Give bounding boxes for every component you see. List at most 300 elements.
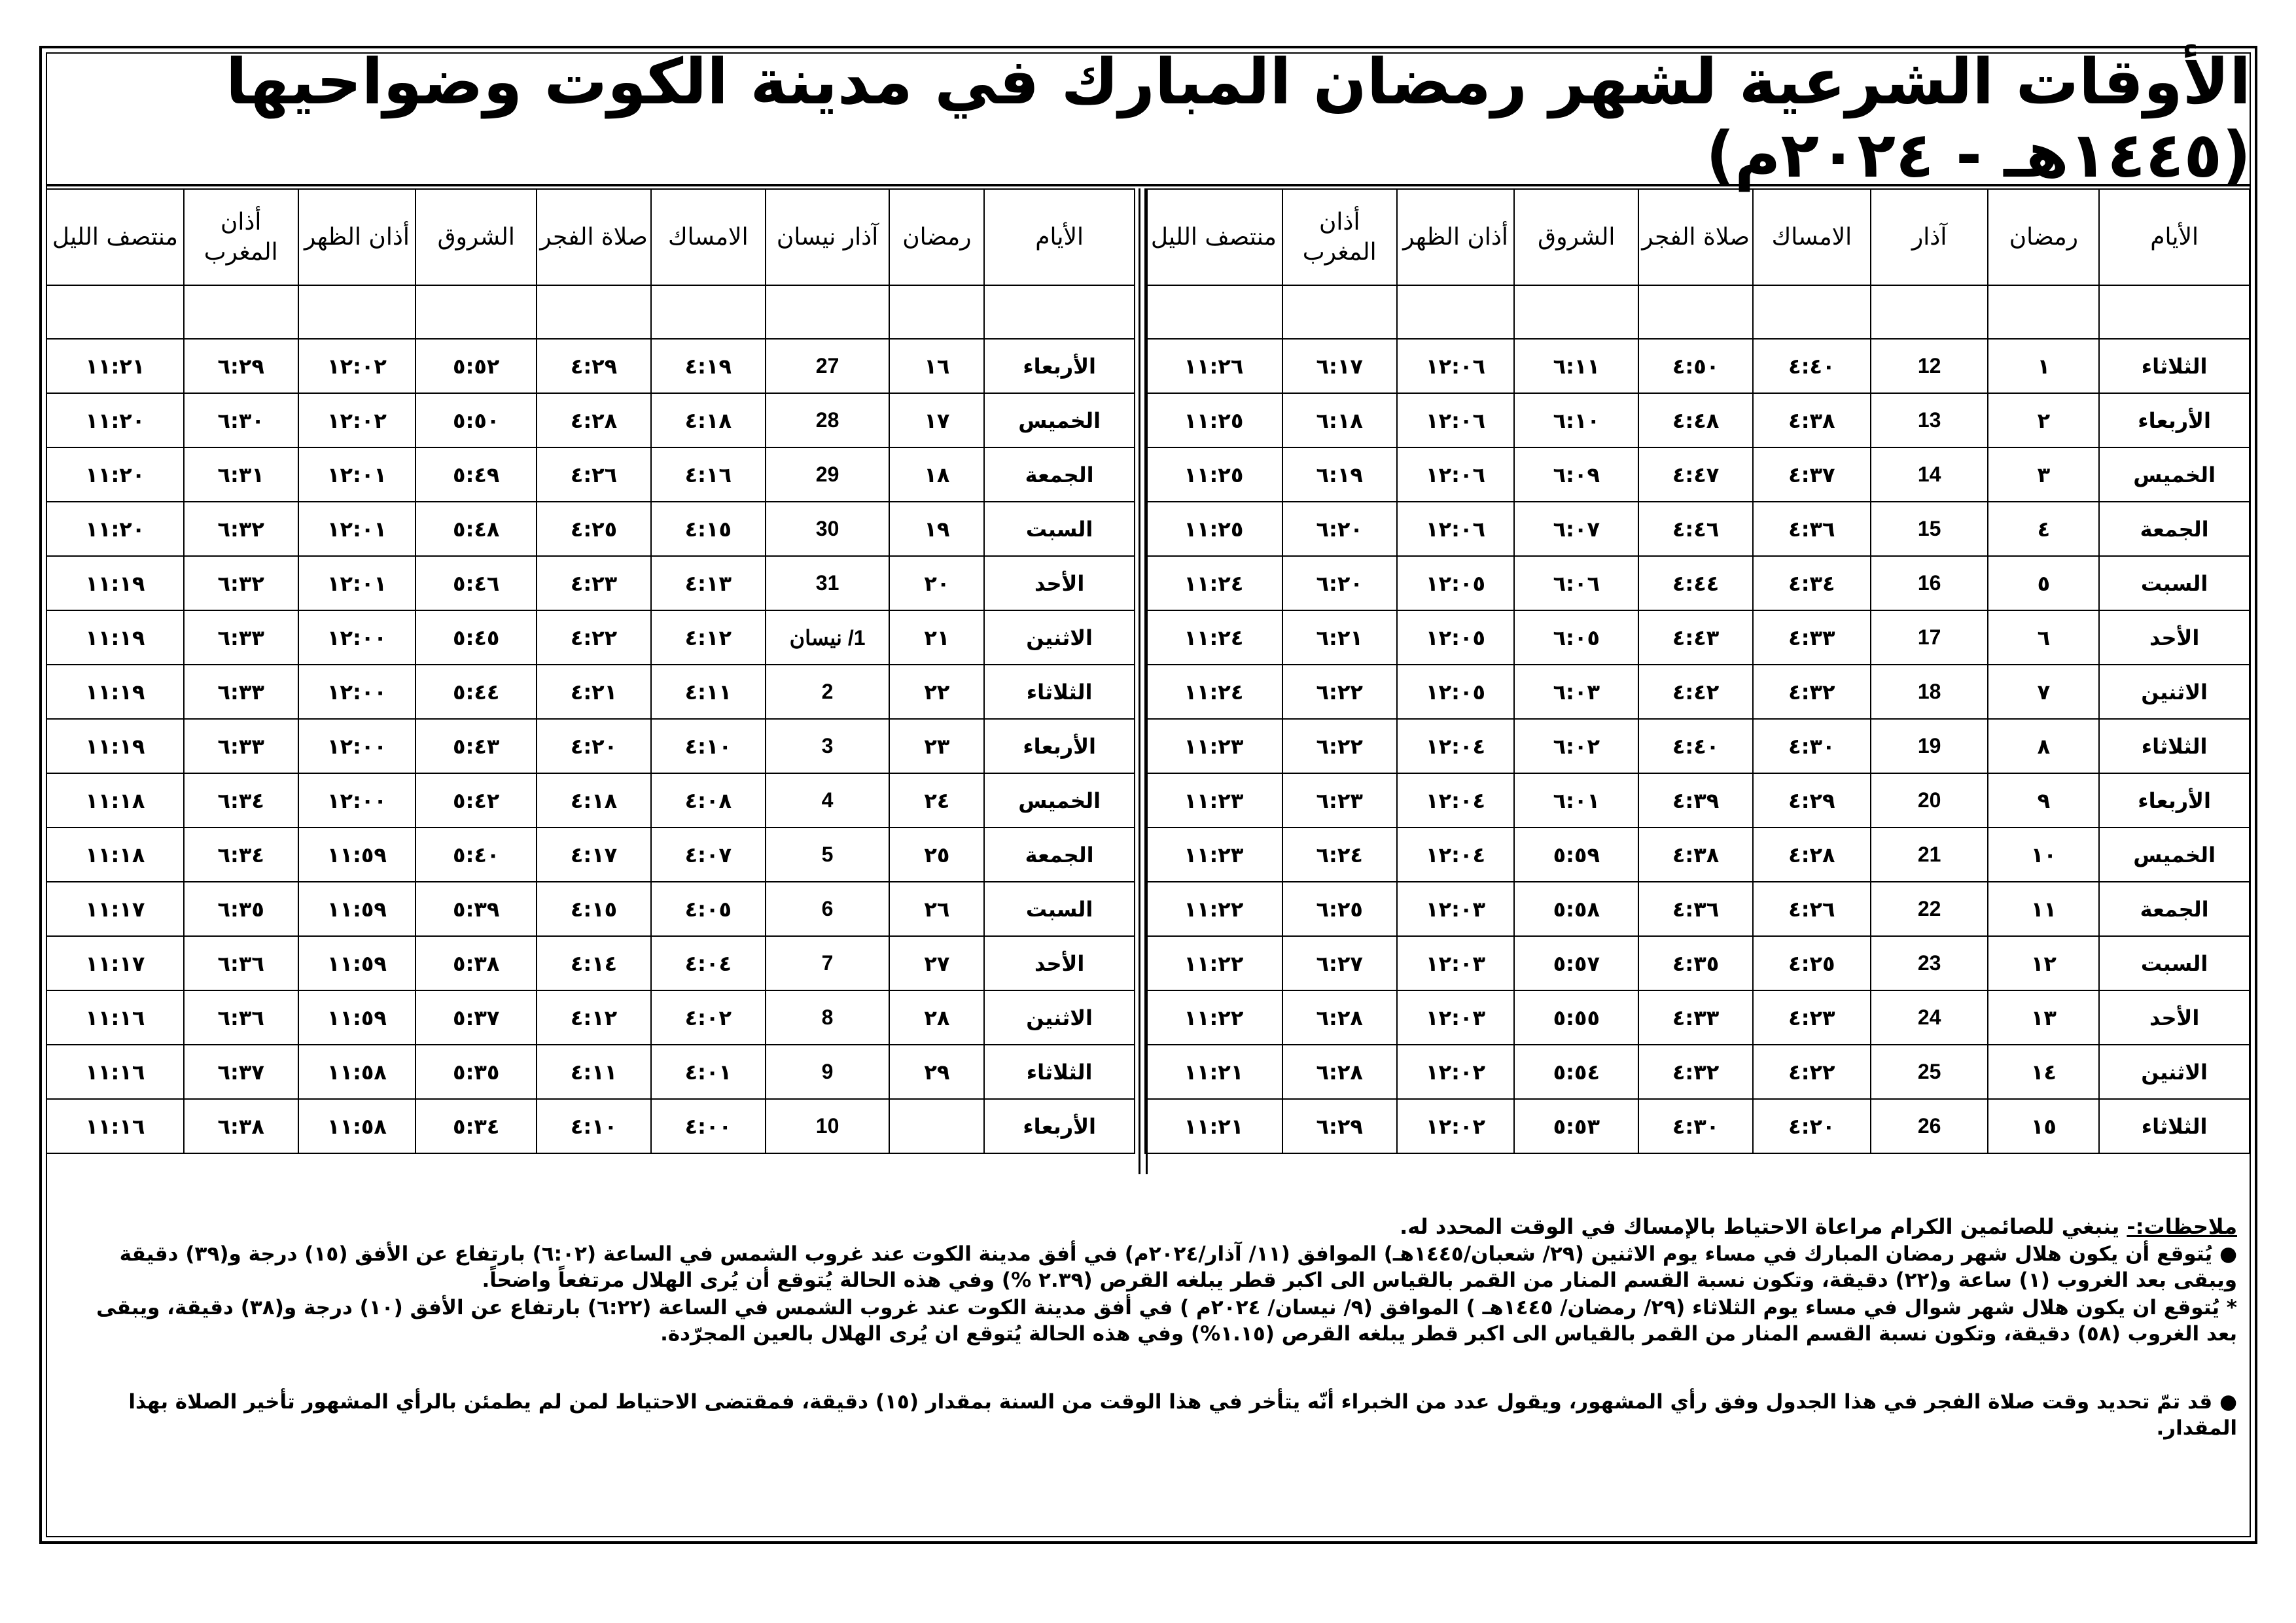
- column-header: آذار: [1871, 189, 1988, 285]
- time-cell: ٤:٣٢: [1638, 1045, 1753, 1099]
- time-cell: ١٢:٠٦: [1397, 447, 1515, 502]
- time-cell: ٤:٠٨: [651, 773, 766, 828]
- time-cell: ٦:١٨: [1282, 393, 1397, 447]
- time-cell: ٦:١٩: [1282, 447, 1397, 502]
- ramadan-day-cell: ٤: [1988, 502, 2099, 556]
- time-cell: ١١:٥٩: [298, 990, 416, 1045]
- time-cell: ٤:٢٦: [1753, 882, 1871, 936]
- table-row: [46, 936, 1135, 990]
- time-cell: ٥:٣٤: [415, 1099, 537, 1153]
- time-cell: ١١:٢٠: [46, 447, 184, 502]
- time-cell: ٦:١٧: [1282, 339, 1397, 393]
- time-cell: ٤:٣٣: [1753, 610, 1871, 665]
- time-cell: ١١:٥٨: [298, 1045, 416, 1099]
- time-cell: ١١:١٩: [46, 719, 184, 773]
- table-row: [1145, 773, 2250, 828]
- time-cell: ٦:٠٢: [1514, 719, 1638, 773]
- time-cell: ٦:٣٢: [184, 556, 298, 610]
- table-row: [46, 502, 1135, 556]
- day-cell: الجمعة: [984, 828, 1135, 882]
- time-cell: ٦:٢٨: [1282, 990, 1397, 1045]
- ramadan-day-cell: ٢٠: [889, 556, 984, 610]
- time-cell: ١١:١٩: [46, 665, 184, 719]
- day-cell: الثلاثاء: [984, 1045, 1135, 1099]
- column-header: أذان المغرب: [1282, 189, 1397, 285]
- ramadan-day-cell: ١٥: [1988, 1099, 2099, 1153]
- table-row: [46, 339, 1135, 393]
- note-ramadan-crescent: ● يُتوقع أن يكون هلال شهر رمضان المبارك في مساء يوم الاثنين (٢٩/ شعبان/١٤٤٥هـ) الموافق (١١/ آذار/٢٠٢٤م) في أفق مدينة الكوت عند غروب الشمس في الساعة (٦:٠٢) بارتفاع عن الأفق (١٥) درجة و(٣٩) دقيقة ويبقى بعد الغروب (١) ساعة و(٢٢) دقيقة، وتكون نسبة القسم المنار من القمر بالقياس الى اكبر قطر يبلغه القرص (٢.٣٩ %) وفي هذه الحالة يُتوقع أن يُرى الهلال مرتفعاً واضحاً.: [119, 1242, 2237, 1292]
- time-cell: ٤:٣٠: [1753, 719, 1871, 773]
- time-cell: ١١:٥٩: [298, 936, 416, 990]
- time-cell: ٤:١٠: [537, 1099, 651, 1153]
- time-cell: ١١:٢٦: [1145, 339, 1282, 393]
- time-cell: ٥:٥٧: [1514, 936, 1638, 990]
- time-cell: ١٢:٠٥: [1397, 665, 1515, 719]
- gregorian-date-cell: 17: [1871, 610, 1988, 665]
- gregorian-date-cell: 3: [766, 719, 890, 773]
- time-cell: ١١:٢١: [1145, 1099, 1282, 1153]
- time-cell: ٥:٤٢: [415, 773, 537, 828]
- blank-cell: [651, 285, 766, 339]
- time-cell: ١١:١٧: [46, 882, 184, 936]
- time-cell: ٤:٢٩: [537, 339, 651, 393]
- gregorian-date-cell: 16: [1871, 556, 1988, 610]
- time-cell: ٥:٥٨: [1514, 882, 1638, 936]
- ramadan-day-cell: ٢٤: [889, 773, 984, 828]
- day-cell: الجمعة: [2099, 502, 2250, 556]
- time-cell: ١٢:٠٢: [298, 339, 416, 393]
- time-cell: ٦:٣٤: [184, 828, 298, 882]
- time-cell: ٦:٣٤: [184, 773, 298, 828]
- time-cell: ٦:٣١: [184, 447, 298, 502]
- day-cell: الاثنين: [2099, 665, 2250, 719]
- column-header: منتصف الليل: [1145, 189, 1282, 285]
- table-row: [46, 665, 1135, 719]
- day-cell: الأربعاء: [984, 339, 1135, 393]
- time-cell: ١٢:٠٠: [298, 719, 416, 773]
- time-cell: ٦:٣٢: [184, 502, 298, 556]
- time-cell: ٥:٣٥: [415, 1045, 537, 1099]
- time-cell: ١١:٢٢: [1145, 882, 1282, 936]
- time-cell: ٤:٢٩: [1753, 773, 1871, 828]
- time-cell: ٤:٣٥: [1638, 936, 1753, 990]
- table-row: [1145, 828, 2250, 882]
- table-row: [1145, 610, 2250, 665]
- time-cell: ١١:٢٢: [1145, 936, 1282, 990]
- time-cell: ٥:٤٦: [415, 556, 537, 610]
- blank-cell: [415, 285, 537, 339]
- gregorian-date-cell: 23: [1871, 936, 1988, 990]
- blank-cell: [1638, 285, 1753, 339]
- day-cell: الجمعة: [984, 447, 1135, 502]
- time-cell: ٤:١٤: [537, 936, 651, 990]
- time-cell: ١٢:٠٦: [1397, 393, 1515, 447]
- table-row: [46, 610, 1135, 665]
- day-cell: الخميس: [2099, 447, 2250, 502]
- ramadan-day-cell: ١٦: [889, 339, 984, 393]
- time-cell: ٤:٤٠: [1638, 719, 1753, 773]
- time-cell: ١٢:٠١: [298, 502, 416, 556]
- ramadan-day-cell: ١٠: [1988, 828, 2099, 882]
- time-cell: ١١:٥٩: [298, 828, 416, 882]
- time-cell: ٤:٤٦: [1638, 502, 1753, 556]
- day-cell: الأربعاء: [2099, 393, 2250, 447]
- time-cell: ٤:٢٣: [537, 556, 651, 610]
- time-cell: ٤:٢٨: [1753, 828, 1871, 882]
- time-cell: ٦:١٠: [1514, 393, 1638, 447]
- day-cell: الخميس: [984, 393, 1135, 447]
- time-cell: ٤:١٥: [537, 882, 651, 936]
- blank-cell: [1871, 285, 1988, 339]
- ramadan-day-cell: ١: [1988, 339, 2099, 393]
- time-cell: ٤:٠١: [651, 1045, 766, 1099]
- blank-cell: [889, 285, 984, 339]
- time-cell: ٤:٤٧: [1638, 447, 1753, 502]
- time-cell: ٤:١٥: [651, 502, 766, 556]
- time-cell: ١١:١٦: [46, 990, 184, 1045]
- day-cell: الخميس: [2099, 828, 2250, 882]
- ramadan-day-cell: ٢٥: [889, 828, 984, 882]
- day-cell: الثلاثاء: [2099, 1099, 2250, 1153]
- ramadan-day-cell: ٢٦: [889, 882, 984, 936]
- table-row: [1145, 1045, 2250, 1099]
- gregorian-date-cell: 10: [766, 1099, 890, 1153]
- time-cell: ١٢:٠٠: [298, 610, 416, 665]
- gregorian-date-cell: 19: [1871, 719, 1988, 773]
- time-cell: ١٢:٠٣: [1397, 936, 1515, 990]
- time-cell: ٦:٢٤: [1282, 828, 1397, 882]
- note-shawwal-crescent: * يُتوقع ان يكون هلال شهر شوال في مساء يوم الثلاثاء (٢٩/ رمضان/ ١٤٤٥هـ ) الموافق (٩/ نيسان/ ٢٠٢٤م ) في أفق مدينة الكوت عند غروب الشمس في الساعة (٦:٢٢) بارتفاع عن الأفق (١٠) درجة و(٣٨) دقيقة، ويبقى بعد الغروب (٥٨) دقيقة، وتكون نسبة القسم المنار من القمر بالقياس الى اكبر قطر يبلغه القرص (١.١٥%) وفي هذه الحالة يُتوقع ان يُرى الهلال بالعين المجرّدة.: [96, 1296, 2237, 1346]
- time-cell: ١١:٢٠: [46, 393, 184, 447]
- gregorian-date-cell: 8: [766, 990, 890, 1045]
- time-cell: ١١:١٩: [46, 610, 184, 665]
- table-row: [1145, 502, 2250, 556]
- gregorian-date-cell: 7: [766, 936, 890, 990]
- column-header: رمضان: [1988, 189, 2099, 285]
- time-cell: ١٢:٠٦: [1397, 502, 1515, 556]
- gregorian-date-cell: 29: [766, 447, 890, 502]
- time-cell: ١١:٥٨: [298, 1099, 416, 1153]
- gregorian-date-cell: 18: [1871, 665, 1988, 719]
- time-cell: ١٢:٠٦: [1397, 339, 1515, 393]
- column-header: أذان المغرب: [184, 189, 298, 285]
- column-header: صلاة الفجر: [1638, 189, 1753, 285]
- gregorian-date-cell: 13: [1871, 393, 1988, 447]
- time-cell: ٦:٣٧: [184, 1045, 298, 1099]
- time-cell: ٦:٣٥: [184, 882, 298, 936]
- table-header-row: [1145, 189, 2250, 285]
- time-cell: ١١:١٨: [46, 828, 184, 882]
- time-cell: ٤:٢٨: [537, 393, 651, 447]
- table-row: [1145, 665, 2250, 719]
- time-cell: ١٢:٠٤: [1397, 828, 1515, 882]
- time-cell: ٦:٣٦: [184, 936, 298, 990]
- note-fajr-timing: ● قد تمّ تحديد وقت صلاة الفجر في هذا الجدول وفق رأي المشهور، ويقول عدد من الخبراء أنّه يتأخر في هذا الوقت من السنة بمقدار (١٥) دقيقة، فمقتضى الاحتياط لمن لم يطمئن بالرأي المشهور تأخير الصلاة بهذا المقدار.: [128, 1390, 2237, 1440]
- table-row: [46, 828, 1135, 882]
- day-cell: الاثنين: [2099, 1045, 2250, 1099]
- ramadan-day-cell: ١٨: [889, 447, 984, 502]
- blank-cell: [1514, 285, 1638, 339]
- table-row: [1145, 719, 2250, 773]
- ramadan-day-cell: ٥: [1988, 556, 2099, 610]
- time-cell: ٤:٤٣: [1638, 610, 1753, 665]
- time-cell: ٤:٠٢: [651, 990, 766, 1045]
- time-cell: ٥:٥٩: [1514, 828, 1638, 882]
- table-row: [46, 990, 1135, 1045]
- time-cell: ٦:٢٣: [1282, 773, 1397, 828]
- time-cell: ١٢:٠٣: [1397, 882, 1515, 936]
- time-cell: ٤:١٦: [651, 447, 766, 502]
- schedule-table-second-half: [46, 188, 1135, 1154]
- time-cell: ١١:٢٠: [46, 502, 184, 556]
- table-row: [46, 1099, 1135, 1153]
- notes-label: ملاحظات:-: [2127, 1214, 2237, 1239]
- time-cell: ١١:١٨: [46, 773, 184, 828]
- time-cell: ٥:٤٥: [415, 610, 537, 665]
- time-cell: ١١:٢٥: [1145, 447, 1282, 502]
- time-cell: ١١:١٦: [46, 1045, 184, 1099]
- time-cell: ٦:٢٠: [1282, 502, 1397, 556]
- time-cell: ٤:٣٤: [1753, 556, 1871, 610]
- table-row: [46, 773, 1135, 828]
- gregorian-date-cell: 5: [766, 828, 890, 882]
- ramadan-day-cell: ٢١: [889, 610, 984, 665]
- time-cell: ٦:٠٣: [1514, 665, 1638, 719]
- blank-row: [46, 285, 1135, 339]
- time-cell: ١٢:٠٤: [1397, 719, 1515, 773]
- time-cell: ١٢:٠٠: [298, 773, 416, 828]
- time-cell: ٦:٠٧: [1514, 502, 1638, 556]
- day-cell: السبت: [984, 502, 1135, 556]
- blank-row: [1145, 285, 2250, 339]
- time-cell: ٤:٢٥: [537, 502, 651, 556]
- time-cell: ١١:٢٥: [1145, 502, 1282, 556]
- table-divider: [1139, 188, 1148, 1174]
- day-cell: الأحد: [984, 936, 1135, 990]
- gregorian-date-cell: 14: [1871, 447, 1988, 502]
- time-cell: ٦:٠٩: [1514, 447, 1638, 502]
- column-header: الامساك: [1753, 189, 1871, 285]
- column-header: أذان الظهر: [298, 189, 416, 285]
- ramadan-day-cell: ٢: [1988, 393, 2099, 447]
- time-cell: ١١:٢١: [1145, 1045, 1282, 1099]
- time-cell: ٥:٤٠: [415, 828, 537, 882]
- time-cell: ١١:٢٤: [1145, 610, 1282, 665]
- time-cell: ٤:١٨: [537, 773, 651, 828]
- table-row: [46, 719, 1135, 773]
- table-row: [1145, 393, 2250, 447]
- time-cell: ١٢:٠٢: [298, 393, 416, 447]
- ramadan-day-cell: ١١: [1988, 882, 2099, 936]
- page-title: الأوقات الشرعية لشهر رمضان المبارك في مدينة الكوت وضواحيها (١٤٤٥هـ - ٢٠٢٤م): [46, 52, 2251, 186]
- blank-cell: [1397, 285, 1515, 339]
- ramadan-day-cell: ٢٣: [889, 719, 984, 773]
- time-cell: ٦:٣٨: [184, 1099, 298, 1153]
- day-cell: الأحد: [2099, 990, 2250, 1045]
- day-cell: السبت: [984, 882, 1135, 936]
- ramadan-day-cell: ١٣: [1988, 990, 2099, 1045]
- time-cell: ٥:٤٣: [415, 719, 537, 773]
- ramadan-day-cell: ٩: [1988, 773, 2099, 828]
- time-cell: ٥:٥٤: [1514, 1045, 1638, 1099]
- time-cell: ٤:٣٠: [1638, 1099, 1753, 1153]
- schedule-table-first-half: [1144, 188, 2250, 1154]
- table-row: [1145, 990, 2250, 1045]
- column-header: الشروق: [1514, 189, 1638, 285]
- gregorian-date-cell: 31: [766, 556, 890, 610]
- time-cell: ٥:٤٤: [415, 665, 537, 719]
- table-row: [46, 556, 1135, 610]
- time-cell: ٤:٤٤: [1638, 556, 1753, 610]
- time-cell: ٤:٢٥: [1753, 936, 1871, 990]
- time-cell: ٤:٣٦: [1638, 882, 1753, 936]
- gregorian-date-cell: 27: [766, 339, 890, 393]
- time-cell: ٤:٢٠: [537, 719, 651, 773]
- time-cell: ٤:١١: [537, 1045, 651, 1099]
- column-header: صلاة الفجر: [537, 189, 651, 285]
- time-cell: ٤:١٨: [651, 393, 766, 447]
- table-row: [1145, 936, 2250, 990]
- time-cell: ٥:٥٢: [415, 339, 537, 393]
- time-cell: ٦:٠١: [1514, 773, 1638, 828]
- time-cell: ١١:٢٣: [1145, 828, 1282, 882]
- notes-section: [65, 1213, 2237, 1442]
- table-row: [1145, 556, 2250, 610]
- time-cell: ١٢:٠٢: [1397, 1045, 1515, 1099]
- time-cell: ٥:٥٥: [1514, 990, 1638, 1045]
- ramadan-day-cell: ٣: [1988, 447, 2099, 502]
- time-cell: ٤:١٢: [537, 990, 651, 1045]
- time-cell: ٤:٢٢: [1753, 1045, 1871, 1099]
- table-row: [1145, 447, 2250, 502]
- time-cell: ٦:٣٠: [184, 393, 298, 447]
- time-cell: ٥:٣٨: [415, 936, 537, 990]
- day-cell: الثلاثاء: [2099, 339, 2250, 393]
- time-cell: ٤:١٢: [651, 610, 766, 665]
- ramadan-day-cell: ٧: [1988, 665, 2099, 719]
- time-cell: ٤:١١: [651, 665, 766, 719]
- gregorian-date-cell: 15: [1871, 502, 1988, 556]
- gregorian-date-cell: 21: [1871, 828, 1988, 882]
- ramadan-day-cell: ٢٨: [889, 990, 984, 1045]
- time-cell: ٤:٣٨: [1753, 393, 1871, 447]
- time-cell: ٥:٤٨: [415, 502, 537, 556]
- table-row: [46, 1045, 1135, 1099]
- ramadan-day-cell: ٦: [1988, 610, 2099, 665]
- time-cell: ١١:١٩: [46, 556, 184, 610]
- time-cell: ٦:٢٧: [1282, 936, 1397, 990]
- time-cell: ١١:٢٤: [1145, 556, 1282, 610]
- time-cell: ١١:١٧: [46, 936, 184, 990]
- blank-cell: [1282, 285, 1397, 339]
- day-cell: الجمعة: [2099, 882, 2250, 936]
- column-header: منتصف الليل: [46, 189, 184, 285]
- ramadan-day-cell: ٢٩: [889, 1045, 984, 1099]
- day-cell: الأحد: [984, 556, 1135, 610]
- day-cell: الثلاثاء: [984, 665, 1135, 719]
- ramadan-day-cell: ١٧: [889, 393, 984, 447]
- blank-cell: [984, 285, 1135, 339]
- time-cell: ٤:٣٨: [1638, 828, 1753, 882]
- time-cell: ٤:١٠: [651, 719, 766, 773]
- time-cell: ٦:٢٨: [1282, 1045, 1397, 1099]
- time-cell: ١٢:٠٤: [1397, 773, 1515, 828]
- gregorian-date-cell: 4: [766, 773, 890, 828]
- time-cell: ٦:٢١: [1282, 610, 1397, 665]
- blank-cell: [766, 285, 890, 339]
- time-cell: ٤:٥٠: [1638, 339, 1753, 393]
- day-cell: السبت: [2099, 556, 2250, 610]
- time-cell: ١٢:٠٥: [1397, 556, 1515, 610]
- gregorian-date-cell: 26: [1871, 1099, 1988, 1153]
- time-cell: ١٢:٠٠: [298, 665, 416, 719]
- day-cell: الأحد: [2099, 610, 2250, 665]
- gregorian-date-cell: 9: [766, 1045, 890, 1099]
- table-row: [1145, 882, 2250, 936]
- time-cell: ٤:١٩: [651, 339, 766, 393]
- gregorian-date-cell: 2: [766, 665, 890, 719]
- column-header: الامساك: [651, 189, 766, 285]
- gregorian-date-cell: 24: [1871, 990, 1988, 1045]
- blank-cell: [2099, 285, 2250, 339]
- time-cell: ٤:٠٥: [651, 882, 766, 936]
- time-cell: ٤:٢٣: [1753, 990, 1871, 1045]
- time-cell: ٤:٤٨: [1638, 393, 1753, 447]
- time-cell: ٤:٢٢: [537, 610, 651, 665]
- time-cell: ٤:٣٧: [1753, 447, 1871, 502]
- time-cell: ٦:٢٩: [184, 339, 298, 393]
- time-cell: ١١:١٦: [46, 1099, 184, 1153]
- blank-cell: [298, 285, 416, 339]
- blank-cell: [46, 285, 184, 339]
- time-cell: ٤:٠٧: [651, 828, 766, 882]
- time-cell: ٦:٠٦: [1514, 556, 1638, 610]
- ramadan-day-cell: ٢٢: [889, 665, 984, 719]
- notes-heading: [65, 1213, 2237, 1240]
- column-header: رمضان: [889, 189, 984, 285]
- ramadan-day-cell: ١٢: [1988, 936, 2099, 990]
- time-cell: ١١:٢٣: [1145, 773, 1282, 828]
- ramadan-day-cell: [889, 1099, 984, 1153]
- time-cell: ٦:٢٢: [1282, 719, 1397, 773]
- column-header: الأيام: [984, 189, 1135, 285]
- time-cell: ١٢:٠٣: [1397, 990, 1515, 1045]
- time-cell: ٥:٣٧: [415, 990, 537, 1045]
- time-cell: ٤:٣٦: [1753, 502, 1871, 556]
- time-cell: ٥:٤٩: [415, 447, 537, 502]
- gregorian-date-cell: 22: [1871, 882, 1988, 936]
- day-cell: الخميس: [984, 773, 1135, 828]
- time-cell: ٤:٤٢: [1638, 665, 1753, 719]
- time-cell: ١٢:٠٢: [1397, 1099, 1515, 1153]
- notes-first-line: ينبغي للصائمين الكرام مراعاة الاحتياط بالإمساك في الوقت المحدد له.: [1400, 1214, 2120, 1239]
- table-header-row: [46, 189, 1135, 285]
- table-row: [1145, 1099, 2250, 1153]
- gregorian-date-cell: 20: [1871, 773, 1988, 828]
- gregorian-date-cell: 28: [766, 393, 890, 447]
- ramadan-day-cell: ٢٧: [889, 936, 984, 990]
- time-cell: ٦:٣٣: [184, 610, 298, 665]
- day-cell: الاثنين: [984, 610, 1135, 665]
- time-cell: ٤:٢٠: [1753, 1099, 1871, 1153]
- column-header: آذار نيسان: [766, 189, 890, 285]
- time-cell: ٤:٢١: [537, 665, 651, 719]
- column-header: أذان الظهر: [1397, 189, 1515, 285]
- day-cell: السبت: [2099, 936, 2250, 990]
- table-row: [46, 447, 1135, 502]
- time-cell: ٥:٣٩: [415, 882, 537, 936]
- time-cell: ١١:٥٩: [298, 882, 416, 936]
